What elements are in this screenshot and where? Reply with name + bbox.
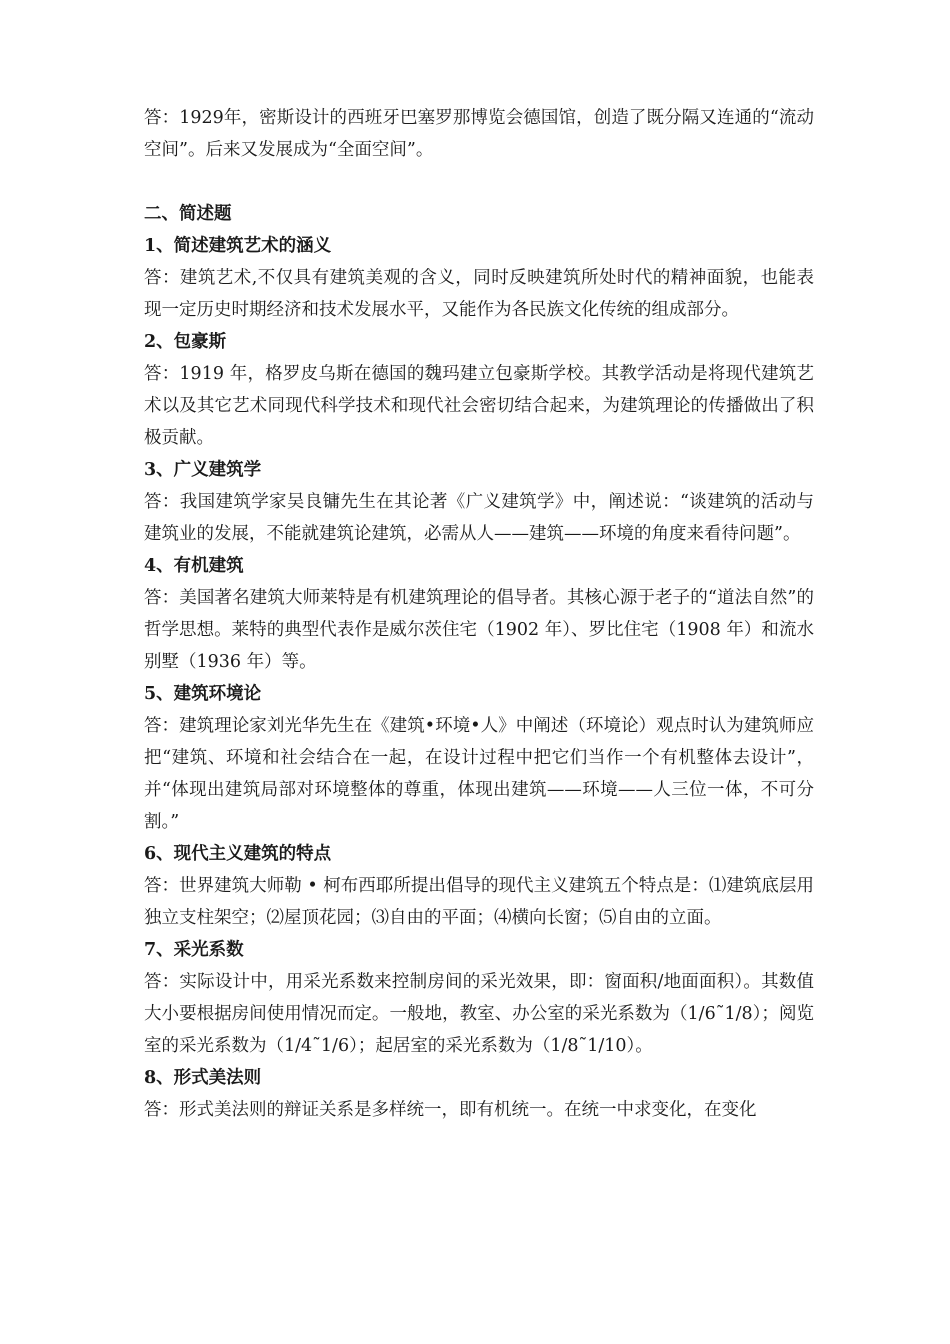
question-title: 6、现代主义建筑的特点 [144, 844, 332, 864]
question-answer: 答：建筑艺术,不仅具有建筑美观的含义，同时反映建筑所处时代的精神面貌，也能表现一定历史时期经济和技术发展水平，又能作为各民族文化传统的组成部分。 [144, 268, 814, 320]
question-answer: 答：1919 年，格罗皮乌斯在德国的魏玛建立包豪斯学校。其教学活动是将现代建筑艺术以及其它艺术同现代科学技术和现代社会密切结合起来，为建筑理论的传播做出了积极贡献。 [144, 364, 814, 448]
question-title: 4、有机建筑 [144, 556, 244, 576]
question-answer: 答：美国著名建筑大师莱特是有机建筑理论的倡导者。其核心源于老子的“道法自然”的哲学思想。莱特的典型代表作是威尔茨住宅（1902 年）、罗比住宅（1908 年）和流水别墅（1936 年）等。 [144, 588, 814, 672]
question-title: 7、采光系数 [144, 940, 244, 960]
question-5 [144, 678, 814, 838]
question-7 [144, 934, 814, 1062]
question-answer: 答：实际设计中，用采光系数来控制房间的采光效果，即：窗面积/地面面积）。其数值大小要根据房间使用情况而定。一般地，教室、办公室的采光系数为（1/6˜1/8）；阅览室的采光系数为（1/4˜1/6）；起居室的采光系数为（1/8˜1/10）。 [144, 972, 814, 1056]
question-title: 5、建筑环境论 [144, 684, 262, 704]
question-title: 2、包豪斯 [144, 332, 227, 352]
intro-answer: 答：1929年，密斯设计的西班牙巴塞罗那博览会德国馆，创造了既分隔又连通的“流动空间”。后来又发展成为“全面空间”。 [144, 108, 814, 160]
question-answer: 答：建筑理论家刘光华先生在《建筑•环境•人》中阐述（环境论）观点时认为建筑师应把“建筑、环境和社会结合在一起，在设计过程中把它们当作一个有机整体去设计”，并“体现出建筑局部对环境整体的尊重，体现出建筑——环境——人三位一体，不可分割。” [144, 716, 814, 832]
question-3 [144, 454, 814, 550]
question-title: 3、广义建筑学 [144, 460, 262, 480]
question-answer: 答：我国建筑学家吴良镛先生在其论著《广义建筑学》中，阐述说：“谈建筑的活动与建筑业的发展，不能就建筑论建筑，必需从人——建筑——环境的角度来看待问题”。 [144, 492, 814, 544]
question-8 [144, 1062, 814, 1126]
question-4 [144, 550, 814, 678]
question-6 [144, 838, 814, 934]
question-title: 1、简述建筑艺术的涵义 [144, 236, 332, 256]
question-1 [144, 230, 814, 326]
question-2 [144, 326, 814, 454]
question-answer: 答：世界建筑大师勒 • 柯布西耶所提出倡导的现代主义建筑五个特点是：⑴建筑底层用独立支柱架空；⑵屋顶花园；⑶自由的平面；⑷横向长窗；⑸自由的立面。 [144, 876, 814, 928]
question-title: 8、形式美法则 [144, 1068, 262, 1088]
question-answer: 答：形式美法则的辩证关系是多样统一，即有机统一。在统一中求变化，在变化 [144, 1100, 757, 1120]
document-body [144, 102, 814, 1126]
section-title: 二、简述题 [144, 204, 232, 224]
